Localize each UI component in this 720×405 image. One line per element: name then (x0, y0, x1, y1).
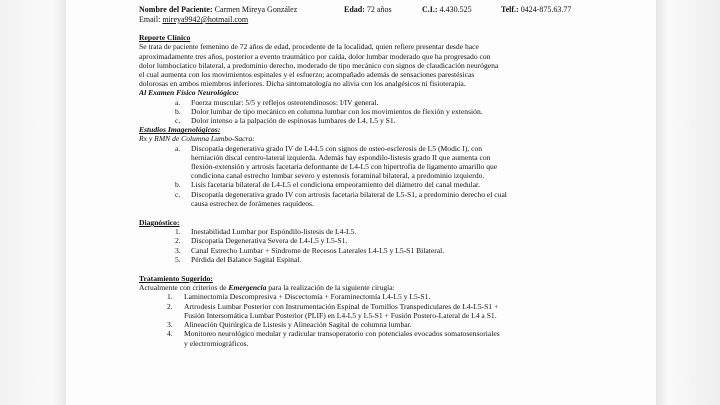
patient-phone: 0424-875.63.77 (520, 5, 572, 14)
emergency-emphasis: Emergencia (228, 283, 267, 293)
imaging-subtitle: Rx y RMN de Columna Lumbo-Sacra: (139, 134, 255, 144)
list-item: 2. Discopatía Degenerativa Severa de L4-L5 y L5-S1. (175, 236, 348, 246)
patient-name: Carmen Mireya González (214, 5, 298, 14)
list-item: 3. Alineación Quirúrgica de Listesis y Alineación Sagital de columna lumbar. (167, 320, 412, 330)
list-item: a. Discopatía degenerativa grado IV de L4-L5 con signos de osteo-esclerosis de L5 (Modic I), con herniación discal centro-lateral izquierda. Además hay espondilo-listesis grado II que aumenta con flexión-extensión y artrosis facetaria deformante de L4-L5 con hipertrofia de ligamento amarillo que condiciona canal estrecho lumbar severo y estenosis foraminal bilateral, a predominio izquierdo. (175, 143, 498, 181)
list-item: a. Fuerza muscular: 5/5 y reflejos osteotendinosos: I/IV general. (175, 97, 379, 107)
patient-id: 4.430.525 (439, 5, 472, 14)
imaging-title: Estudios Imagenológicos: (139, 125, 221, 135)
page-right-margin (656, 0, 720, 405)
list-item: 5. Pérdida del Balance Sagital Espinal. (175, 254, 302, 264)
treatment-intro: Actualmente con criterios de Emergencia para la realización de la siguiente cirugía: (139, 283, 395, 293)
list-item: b. Dolor lumbar de tipo mecánico en columna lumbar con los movimientos de flexión y extensión. (175, 106, 483, 116)
treatment-list (139, 292, 589, 347)
patient-age: 72 años (366, 5, 392, 14)
age-label: Edad: (344, 5, 365, 14)
diagnosis-list (139, 227, 589, 264)
exam-list (139, 98, 589, 126)
list-item: 1. Inestabilidad Lumbar por Espóndilo-listesis de L4-L5. (175, 227, 357, 237)
list-item: 1. Laminectomía Descompresiva + Discectomía + Foraminectomía L4-L5 y L5-S1. (167, 292, 431, 302)
email-row (139, 15, 589, 24)
patient-name-label: Nombre del Paciente: (139, 5, 213, 14)
report-paragraph: Se trata de paciente femenino de 72 años de edad, procedente de la localidad, quien refiere presentar desde hace aproximadamente tres años, posterior a evento traumático por caída, dolor lumbar moderado que ha progresado con dolor lumbociatico bilateral, a predominio derecho, moderado de tipo mecánico con signos de claudicación neurógena el cual aumenta con los movimientos espinales y el esfuerzo; acompañado además de sensaciones parestésicas dolorosas en ambos miembros inferiores. Dicha sintomatología no alivia con los analgésicos ni fisioterapia. (139, 42, 499, 89)
report-content (139, 5, 589, 348)
page-left-margin (0, 0, 66, 405)
diagnosis-title: Diagnóstico: (139, 218, 180, 228)
list-item: 2. Artrodesis Lumbar Posterior con Instrumentación Espinal de Tornillos Transpediculares de L4-L5-S1 + Fusión Intersomática Lumbar Posterior (PLIF) en L4-L5 y L5-S1 + Fusión Postero-Lateral de L4 a S1. (167, 301, 499, 320)
patient-email-link[interactable]: mireya9942@hotmail.com (162, 15, 249, 24)
email-label: Email: (139, 15, 161, 24)
patient-header (139, 5, 589, 15)
list-item: b. Lisis facetaria bilateral de L4-L5 el condiciona empeoramiento del diámetro del canal medular. (175, 180, 481, 190)
list-item: c. Discopatía degenerativa grado IV con artrosis facetaria bilateral de L5-S1, a predominio derecho el cual causa estrechez de forámenes raquídeos. (175, 189, 507, 208)
id-label: C.I.: (422, 5, 438, 14)
list-item: 3. Canal Estrecho Lumbar + Síndrome de Recesos Laterales L4-L5 y L5-S1 Bilateral. (175, 245, 445, 255)
list-item: c. Dolor intenso a la palpación de espinosas lumbares de L4, L5 y S1. (175, 116, 396, 126)
treatment-title: Tratamiento Sugerido: (139, 274, 213, 284)
report-section-title: Reporte Clínico (139, 33, 191, 43)
imaging-list (139, 144, 589, 208)
phone-label: Telf.: (501, 5, 519, 14)
exam-title: Al Examen Físico Neurológico: (139, 88, 239, 98)
list-item: 4. Monitoreo neurológico medular y radicular transoperatorio con potenciales evocados somatosensoriales y electromiográficos. (167, 329, 500, 348)
